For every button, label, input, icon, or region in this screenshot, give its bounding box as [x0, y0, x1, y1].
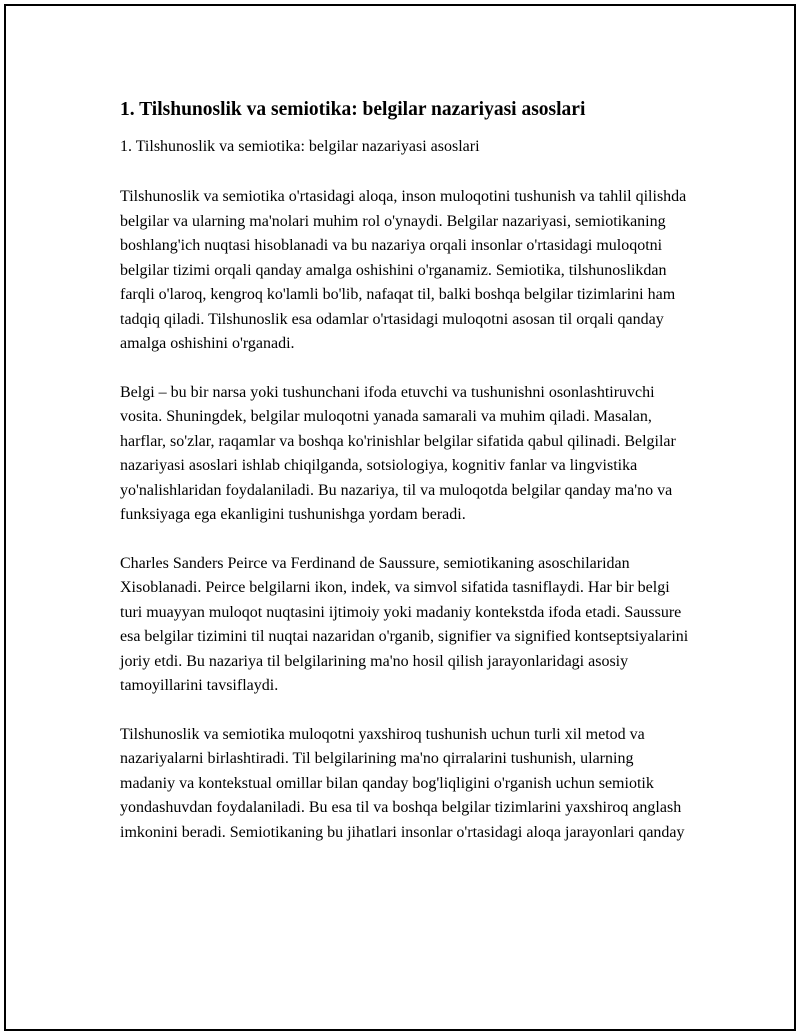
paragraph-4: Tilshunoslik va semiotika muloqotni yaxshiroq tushunish uchun turli xil metod va nazariyalarni birlashtiradi. Til belgilarining ma'no qirralarini tushunish, ularning madaniy va kontekstual omillar bilan qanday bog'liqligini o'rganish uchun semiotik yondashuvdan foydalaniladi. Bu esa til va boshqa belgilar tizimlarini yaxshiroq anglash imkonini beradi. Semiotikaning bu jihatlari insonlar o'rtasidagi aloqa jarayonlari qanday: [120, 725, 685, 841]
paragraph-3: Charles Sanders Peirce va Ferdinand de Saussure, semiotikaning asoschilaridan Xisoblanadi. Peirce belgilarni ikon, indek, va simvol sifatida tasniflaydi. Har bir belgi turi muayyan muloqot nuqtasini ijtimoiy yoki madaniy kontekstda ifoda etadi. Saussure esa belgilar tizimini til nuqtai nazaridan o'rganib, signifier va signified kontseptsiyalarini joriy etdi. Bu nazariya til belgilarining ma'no hosil qilish jarayonlaridagi asosiy tamoyillarini tavsiflaydi.: [120, 554, 689, 694]
document-subheading: 1. Tilshunoslik va semiotika: belgilar nazariyasi asoslari: [120, 138, 480, 155]
document-heading: 1. Tilshunoslik va semiotika: belgilar nazariyasi asoslari: [120, 99, 586, 120]
page-frame: [4, 4, 796, 1031]
paragraph-1: Tilshunoslik va semiotika o'rtasidagi aloqa, inson muloqotini tushunish va tahlil qilishda belgilar va ularning ma'nolari muhim rol o'ynaydi. Belgilar nazariyasi, semiotikaning boshlang'ich nuqtasi hisoblanadi va bu nazariya orqali insonlar o'rtasidagi muloqotni belgilar tizimi orqali qanday amalga oshishini o'rganamiz. Semiotika, tilshunoslikdan farqli o'laroq, kengroq ko'lamli bo'lib, nafaqat til, balki boshqa belgilar tizimlarini ham tadqiq qiladi. Tilshunoslik esa odamlar o'rtasidagi muloqotni asosan til orqali qanday amalga oshishini o'rganadi.: [120, 188, 687, 352]
document-body: [120, 98, 690, 869]
paragraph-2: Belgi – bu bir narsa yoki tushunchani ifoda etuvchi va tushunishni osonlashtiruvchi vosita. Shuningdek, belgilar muloqotni yanada samarali va muhim qiladi. Masalan, harflar, so'zlar, raqamlar va boshqa ko'rinishlar belgilar sifatida qabul qilinadi. Belgilar nazariyasi asoslari ishlab chiqilganda, sotsiologiya, kognitiv fanlar va lingvistika yo'nalishlaridan foydalaniladi. Bu nazariya, til va muloqotda belgilar qanday ma'no va funksiyaga ega ekanligini tushunishga yordam beradi.: [120, 383, 676, 523]
